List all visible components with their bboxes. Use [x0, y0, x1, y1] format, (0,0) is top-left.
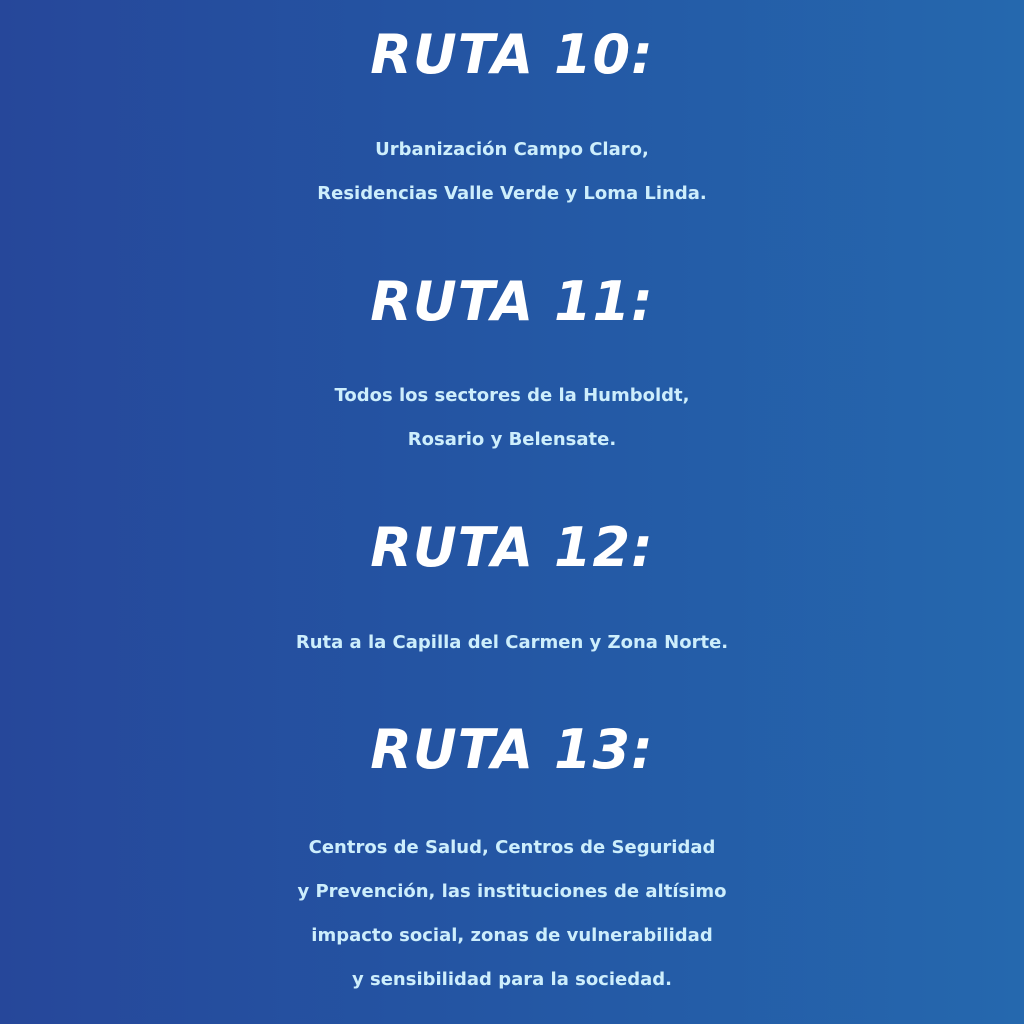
route-13-line-3: impacto social, zonas de vulnerabilidad — [311, 925, 713, 946]
route-13-description — [0, 826, 1024, 1002]
route-11-line-2: Rosario y Belensate. — [407, 429, 617, 450]
route-10-title: RUTA 10: — [370, 23, 654, 86]
route-10-line-2: Residencias Valle Verde y Loma Linda. — [317, 183, 707, 204]
route-10-line-1: Urbanización Campo Claro, — [375, 139, 649, 160]
route-10-description — [0, 128, 1024, 216]
route-13-line-1: Centros de Salud, Centros de Seguridad — [308, 837, 716, 858]
route-13-line-2: y Prevención, las instituciones de altísimo — [297, 881, 727, 902]
route-11-description — [0, 374, 1024, 462]
route-13-title: RUTA 13: — [370, 718, 654, 781]
route-11-title: RUTA 11: — [370, 270, 654, 333]
route-12-description — [0, 621, 1024, 665]
route-13-line-4: y sensibilidad para la sociedad. — [352, 969, 672, 990]
route-11-line-1: Todos los sectores de la Humboldt, — [334, 385, 690, 406]
route-12-title: RUTA 12: — [370, 516, 654, 579]
route-12-line-1: Ruta a la Capilla del Carmen y Zona Norte. — [295, 632, 729, 653]
